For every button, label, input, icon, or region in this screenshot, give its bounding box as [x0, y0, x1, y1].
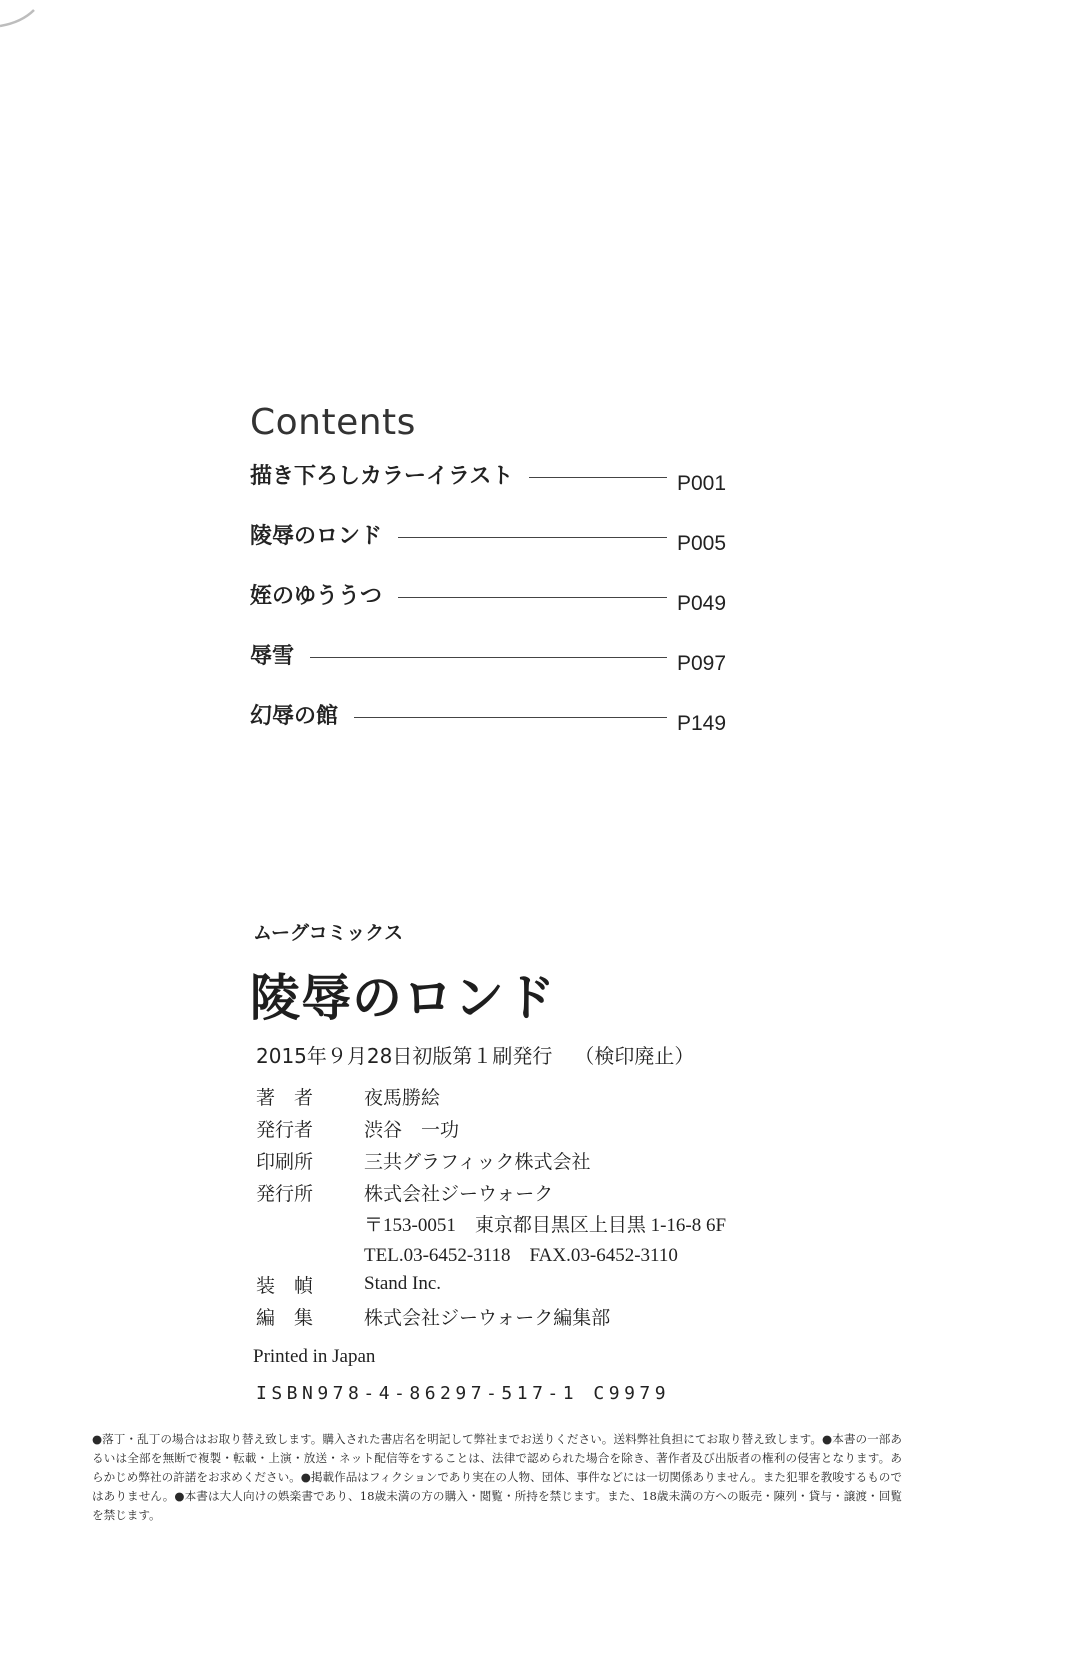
toc-entry-title: 姪のゆううつ: [250, 584, 383, 609]
toc-leader-line: [529, 477, 667, 478]
publisher-address: 〒153-0051 東京都目黒区上目黒 1-16-8 6F: [364, 1214, 727, 1236]
toc-entry[interactable]: [250, 568, 726, 615]
credit-row-publisher: [256, 1112, 726, 1144]
credit-role: 著 者: [256, 1086, 314, 1109]
toc-entry[interactable]: [250, 448, 726, 495]
credit-value: 株式会社ジーウォーク編集部: [364, 1306, 611, 1329]
credit-value: 三共グラフィック株式会社: [364, 1150, 591, 1173]
contents-heading: Contents: [250, 402, 416, 443]
book-title: 陵辱のロンド: [250, 969, 556, 1027]
toc-leader-line: [398, 597, 667, 598]
toc-leader-line: [310, 657, 667, 658]
toc-entry-title: 陵辱のロンド: [250, 524, 383, 549]
isbn-code: ISBN978-4-86297-517-1 C9979: [256, 1383, 671, 1404]
credit-row-publishing-house: [256, 1176, 726, 1208]
series-name: ムーグコミックス: [253, 922, 404, 944]
credit-value: 株式会社ジーウォーク: [364, 1182, 554, 1205]
publisher-phone-fax: TEL.03-6452-3118 FAX.03-6452-3110: [364, 1244, 678, 1266]
credit-role: 発行所: [256, 1182, 314, 1205]
toc-entry-page: P049: [676, 592, 726, 615]
credit-row-design: [256, 1268, 726, 1300]
edition-date: 2015年９月28日初版第１刷発行: [256, 1044, 553, 1068]
toc-entry-title: 幻辱の館: [250, 704, 339, 729]
credit-value: 夜馬勝絵: [364, 1086, 441, 1109]
credit-role: 印刷所: [256, 1150, 314, 1173]
credit-value: 渋谷 一功: [364, 1118, 460, 1141]
credits-block: [256, 1080, 726, 1332]
edition-note: （検印廃止）: [574, 1044, 695, 1068]
toc-entry-title: 辱雪: [250, 644, 295, 669]
credit-row-author: [256, 1080, 726, 1112]
toc-entry-page: P097: [676, 652, 726, 675]
credit-row-printer: [256, 1144, 726, 1176]
toc-entry-page: P005: [676, 532, 726, 555]
printed-in: Printed in Japan: [253, 1346, 376, 1367]
scan-corner-mark: [0, 0, 60, 34]
toc-leader-line: [398, 537, 667, 538]
credit-row-editor: [256, 1300, 726, 1332]
legal-disclaimer: ●落丁・乱丁の場合はお取り替え致します。購入された書店名を明記して弊社までお送りください。送料弊社負担にてお取り替え致します。●本書の一部あるいは全部を無断で複製・転載・上演・放送・ネット配信等をすることは、法律で認められた場合を除き、著作者及び出版者の権利の侵害となります。あらかじめ弊社の許諾をお求めください。●掲載作品はフィクションであり実在の人物、団体、事件などには一切関係ありません。また犯罪を教唆するものではありません。●本書は大人向けの娯楽書であり、18歳未満の方の購入・閲覧・所持を禁じます。また、18歳未満の方への販売・陳列・貸与・譲渡・回覧を禁じます。: [92, 1432, 902, 1522]
toc-entry[interactable]: [250, 508, 726, 555]
credit-role: 編 集: [256, 1306, 314, 1329]
toc-entry-page: P149: [676, 712, 726, 735]
credit-role: 発行者: [256, 1118, 314, 1141]
credit-role: 装 幀: [256, 1274, 314, 1297]
toc-entry[interactable]: [250, 628, 726, 675]
edition-line: [256, 1040, 694, 1069]
toc-entry-page: P001: [676, 472, 726, 495]
toc-leader-line: [354, 717, 667, 718]
toc-entry-title: 描き下ろしカラーイラスト: [250, 464, 514, 489]
toc-entry[interactable]: [250, 688, 726, 735]
credit-value: Stand Inc.: [364, 1273, 442, 1294]
